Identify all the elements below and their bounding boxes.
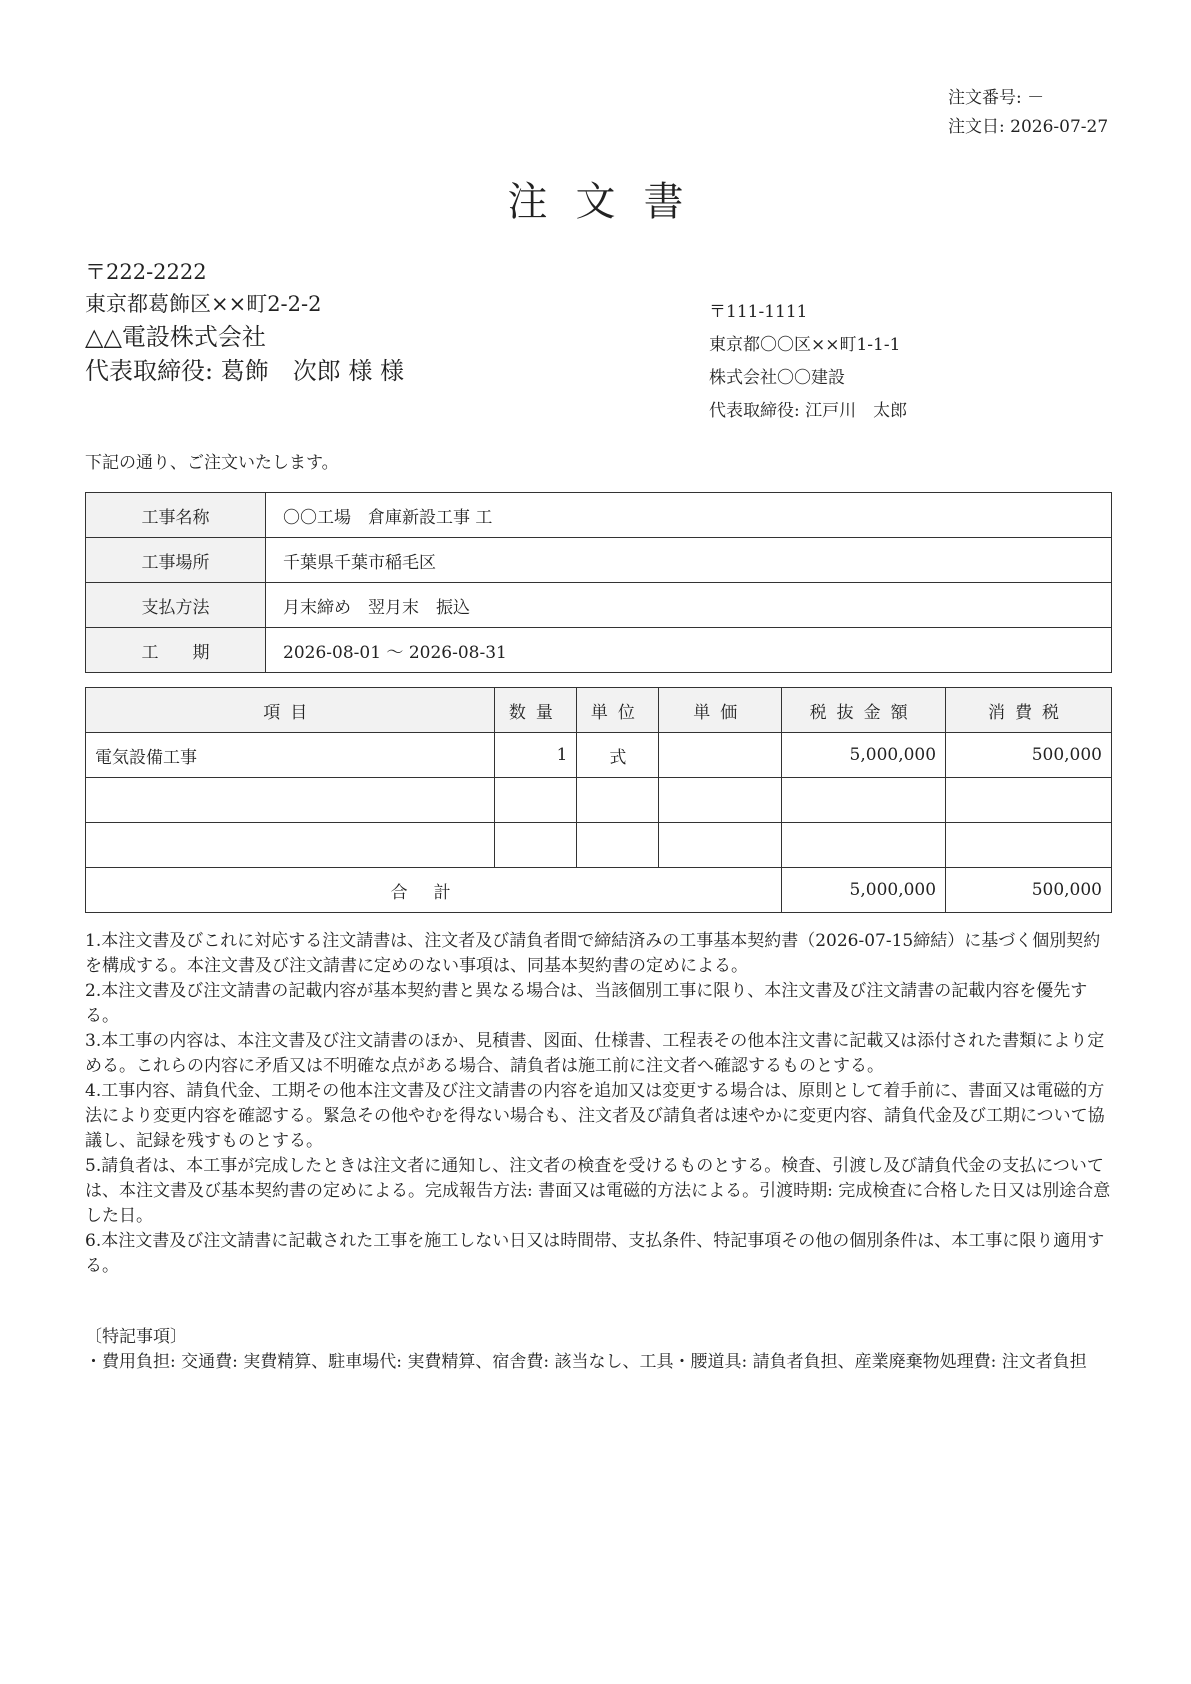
header-item: 項目: [86, 688, 495, 733]
cell-item: [86, 823, 495, 868]
cell-quantity: [495, 823, 577, 868]
cell-unit: [577, 823, 659, 868]
recipient-block: [85, 256, 404, 388]
note-1: 1.本注文書及びこれに対応する注文請書は、注文者及び請負者間で締結済みの工事基本契約書（2026-07-15締結）に基づく個別契約を構成する。本注文書及び注文請書に定めのない事項は、同基本契約書の定めによる。: [85, 931, 1101, 976]
recipient-address: 東京都葛飾区××町2-2-2: [85, 292, 322, 316]
cell-amount: [782, 823, 946, 868]
cell-unit-price: [659, 778, 782, 823]
sender-postal: 〒111-1111: [709, 302, 808, 322]
table-row: [86, 778, 1112, 823]
info-value: 2026-08-01 ～ 2026-08-31: [266, 628, 1112, 673]
special-notes: [85, 1325, 1112, 1375]
cell-tax: [946, 778, 1112, 823]
info-row: [86, 583, 1112, 628]
info-row: [86, 493, 1112, 538]
total-label: 合計: [86, 868, 782, 913]
note-5: 5.請負者は、本工事が完成したときは注文者に通知し、注文者の検査を受けるものとする。検査、引渡し及び請負代金の支払については、本注文書及び基本契約書の定めによる。完成報告方法: 書面又は電磁的方法による。引渡時期: 完成検査に合格した日又は別途合意した日。: [85, 1156, 1111, 1226]
lead-text: 下記の通り、ご注文いたします。: [85, 453, 339, 473]
recipient-person: 代表取締役: 葛飾 次郎 様 様: [85, 357, 404, 385]
cell-quantity: [495, 778, 577, 823]
cell-quantity: 1: [495, 733, 577, 778]
note-6: 6.本注文書及び注文請書に記載された工事を施工しない日又は時間帯、支払条件、特記事項その他の個別条件は、本工事に限り適用する。: [85, 1231, 1105, 1276]
cell-item: [86, 778, 495, 823]
order-info-table: [85, 492, 1112, 673]
order-meta: [948, 84, 1108, 142]
total-amount: 5,000,000: [782, 868, 946, 913]
header-unit-price: 単価: [659, 688, 782, 733]
info-row: [86, 628, 1112, 673]
note-2: 2.本注文書及び注文請書の記載内容が基本契約書と異なる場合は、当該個別工事に限り、本注文書及び注文請書の記載内容を優先する。: [85, 981, 1088, 1026]
cell-amount: [782, 778, 946, 823]
header-tax: 消費税: [946, 688, 1112, 733]
items-header-row: [86, 688, 1112, 733]
sender-company: 株式会社〇〇建設: [709, 368, 845, 388]
special-text: ・費用負担: 交通費: 実費精算、駐車場代: 実費精算、宿舎費: 該当なし、工具・腰道具: 請負者負担、産業廃棄物処理費: 注文者負担: [85, 1352, 1087, 1372]
info-value: 月末締め 翌月末 振込: [266, 583, 1112, 628]
total-row: [86, 868, 1112, 913]
sender-person: 代表取締役: 江戸川 太郎: [709, 401, 908, 421]
info-value: 千葉県千葉市稲毛区: [266, 538, 1112, 583]
recipient-postal: 〒222-2222: [85, 260, 207, 284]
line-items-table: [85, 687, 1112, 913]
document-title: 注文書: [507, 179, 712, 225]
cell-item: 電気設備工事: [86, 733, 495, 778]
cell-unit: 式: [577, 733, 659, 778]
info-label: 工事名称: [86, 493, 266, 538]
sender-address: 東京都〇〇区××町1-1-1: [709, 335, 901, 355]
sender-block: [709, 296, 907, 428]
recipient-company: △△電設株式会社: [85, 323, 266, 351]
info-row: [86, 538, 1112, 583]
header-amount: 税抜金額: [782, 688, 946, 733]
info-value: 〇〇工場 倉庫新設工事 工: [266, 493, 1112, 538]
table-row: [86, 823, 1112, 868]
cell-unit-price: [659, 733, 782, 778]
cell-tax: [946, 823, 1112, 868]
info-label: 工事場所: [86, 538, 266, 583]
info-label: 工 期: [86, 628, 266, 673]
cell-amount: 5,000,000: [782, 733, 946, 778]
terms-notes: [85, 929, 1112, 1279]
cell-unit: [577, 778, 659, 823]
order-date: 注文日: 2026-07-27: [948, 117, 1109, 137]
special-heading: 〔特記事項〕: [85, 1327, 187, 1347]
note-4: 4.工事内容、請負代金、工期その他本注文書及び注文請書の内容を追加又は変更する場合は、原則として着手前に、書面又は電磁的方法により変更内容を確認する。緊急その他やむを得ない場合も、注文者及び請負者は速やかに変更内容、請負代金及び工期について協議し、記録を残すものとする。: [85, 1081, 1105, 1151]
order-number: 注文番号: －: [948, 88, 1045, 108]
note-3: 3.本工事の内容は、本注文書及び注文請書のほか、見積書、図面、仕様書、工程表その他本注文書に記載又は添付された書類により定める。これらの内容に矛盾又は不明確な点がある場合、請負者は施工前に注文者へ確認するものとする。: [85, 1031, 1105, 1076]
table-row: [86, 733, 1112, 778]
cell-unit-price: [659, 823, 782, 868]
info-label: 支払方法: [86, 583, 266, 628]
header-quantity: 数量: [495, 688, 577, 733]
cell-tax: 500,000: [946, 733, 1112, 778]
header-unit: 単位: [577, 688, 659, 733]
total-tax: 500,000: [946, 868, 1112, 913]
